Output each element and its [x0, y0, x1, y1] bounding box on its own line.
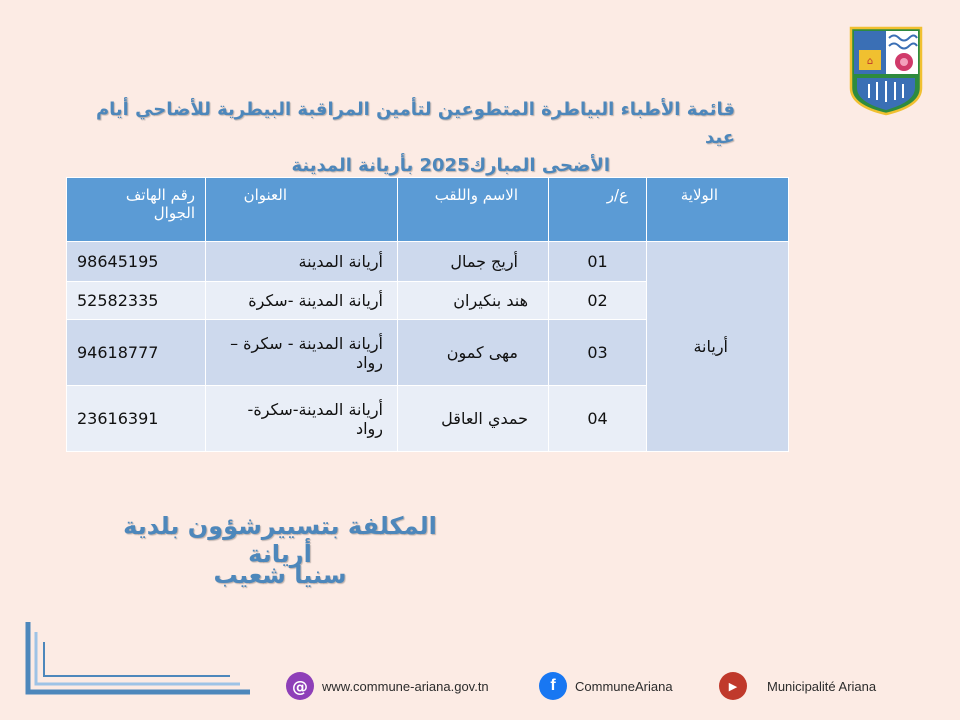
- address-cell: أريانة المدينة-سكرة- رواد: [206, 386, 398, 452]
- name-cell: مهى كمون: [398, 320, 549, 386]
- num-cell: 03: [549, 320, 647, 386]
- header-name: الاسم واللقب: [398, 178, 549, 242]
- header-wilaya: الولاية: [647, 178, 789, 242]
- facebook-text: CommuneAriana: [575, 678, 673, 694]
- signatory-title: المكلفة بتسييرشؤون بلدية أريانة: [123, 512, 437, 568]
- signatory-name: سنيا شعيب: [213, 561, 347, 589]
- youtube-text: Municipalité Ariana: [767, 678, 877, 694]
- table-header-row: [67, 178, 789, 242]
- phone-cell: 23616391: [67, 386, 206, 452]
- name-cell: أريج جمال: [398, 242, 549, 282]
- facebook-link[interactable]: [539, 671, 673, 701]
- at-sign-icon: @: [286, 672, 314, 700]
- table-row: [67, 242, 789, 282]
- title-line-2: الأضحى المبارك2025 بأريانة المدينة: [291, 155, 610, 176]
- phone-cell: 52582335: [67, 282, 206, 320]
- footer: [0, 668, 960, 708]
- name-cell: هند بنكيران: [398, 282, 549, 320]
- num-cell: 04: [549, 386, 647, 452]
- address-cell: أريانة المدينة -سكرة: [206, 282, 398, 320]
- address-cell: أريانة المدينة: [206, 242, 398, 282]
- svg-text:⌂: ⌂: [866, 56, 874, 67]
- address-cell: أريانة المدينة - سكرة – رواد: [206, 320, 398, 386]
- header-phone: رقم الهاتف الجوال: [67, 178, 206, 242]
- title-line-1: قائمة الأطباء البياطرة المتطوعين لتأمين المراقبة البيطرية للأضاحي أيام عيد: [95, 99, 735, 148]
- municipality-logo: [849, 26, 923, 116]
- num-cell: 01: [549, 242, 647, 282]
- facebook-icon: f: [539, 672, 567, 700]
- website-text: www.commune-ariana.gov.tn: [322, 678, 489, 694]
- play-icon: ▶: [719, 672, 747, 700]
- document-title: [70, 96, 735, 180]
- name-cell: حمدي العاقل: [398, 386, 549, 452]
- volunteers-table: [66, 177, 789, 452]
- website-link[interactable]: [286, 671, 489, 701]
- num-cell: 02: [549, 282, 647, 320]
- phone-cell: 94618777: [67, 320, 206, 386]
- header-num: ع/ر: [549, 178, 647, 242]
- phone-cell: 98645195: [67, 242, 206, 282]
- header-address: العنوان: [206, 178, 398, 242]
- youtube-link[interactable]: [719, 671, 876, 701]
- wilaya-cell: أريانة: [647, 242, 789, 452]
